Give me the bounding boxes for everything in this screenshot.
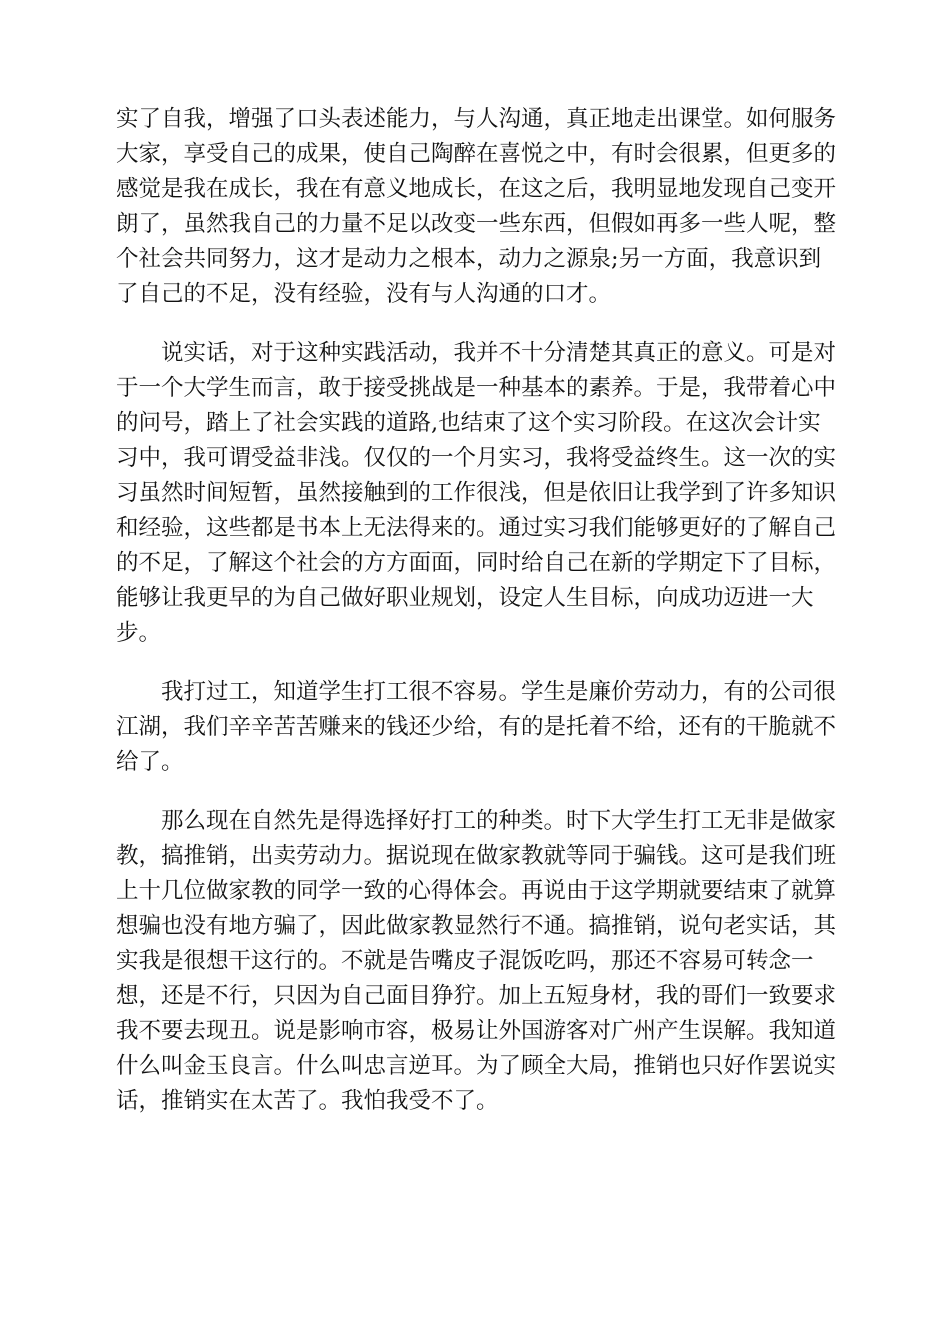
document-body (116, 102, 836, 1143)
text-line: 什么叫金玉良言。什么叫忠言逆耳。为了顾全大局，推销也只好作罢说实 (116, 1053, 837, 1079)
text-line: 说实话，对于这种实践活动，我并不十分清楚其真正的意义。可是对 (161, 340, 837, 366)
text-line: 了自己的不足，没有经验，没有与人沟通的口才。 (116, 281, 612, 307)
text-line: 实了自我，增强了口头表述能力，与人沟通，真正地走出课堂。如何服务 (116, 106, 837, 132)
text-line: 教，搞推销，出卖劳动力。据说现在做家教就等同于骗钱。这可是我们班 (116, 843, 837, 869)
text-line: 上十几位做家教的同学一致的心得体会。再说由于这学期就要结束了就算 (116, 878, 837, 904)
text-line: 大家，享受自己的成果，使自己陶醉在喜悦之中，有时会很累，但更多的 (116, 141, 837, 167)
text-line: 个社会共同努力，这才是动力之根本，动力之源泉;另一方面，我意识到 (116, 246, 822, 272)
text-line: 能够让我更早的为自己做好职业规划，设定人生目标，向成功迈进一大 (116, 585, 814, 611)
text-line: 感觉是我在成长，我在有意义地成长，在这之后，我明显地发现自己变开 (116, 176, 837, 202)
paragraph-3 (116, 675, 836, 780)
text-line: 江湖，我们辛辛苦苦赚来的钱还少给，有的是托着不给，还有的干脆就不 (116, 714, 837, 740)
text-line: 习中，我可谓受益非浅。仅仅的一个月实习，我将受益终生。这一次的实 (116, 445, 837, 471)
text-line: 步。 (116, 620, 162, 646)
text-line: 想骗也没有地方骗了，因此做家教显然行不通。搞推销，说句老实话，其 (116, 913, 837, 939)
paragraph-1 (116, 102, 836, 312)
paragraph-2 (116, 336, 836, 651)
text-line: 话，推销实在太苦了。我怕我受不了。 (116, 1088, 499, 1114)
text-line: 于一个大学生而言，敢于接受挑战是一种基本的素养。于是，我带着心中 (116, 375, 837, 401)
text-line: 的不足，了解这个社会的方方面面，同时给自己在新的学期定下了目标， (116, 550, 837, 576)
text-line: 想，还是不行，只因为自己面目狰狞。加上五短身材，我的哥们一致要求 (116, 983, 837, 1009)
text-line: 给了。 (116, 749, 184, 775)
text-line: 的问号，踏上了社会实践的道路,也结束了这个实习阶段。在这次会计实 (116, 410, 821, 436)
paragraph-4 (116, 804, 836, 1119)
text-line: 习虽然时间短暂，虽然接触到的工作很浅，但是依旧让我学到了许多知识 (116, 480, 837, 506)
text-line: 那么现在自然先是得选择好打工的种类。时下大学生打工无非是做家 (161, 808, 837, 834)
text-line: 朗了，虽然我自己的力量不足以改变一些东西，但假如再多一些人呢，整 (116, 211, 837, 237)
text-line: 实我是很想干这行的。不就是告嘴皮子混饭吃吗，那还不容易可转念一 (116, 948, 814, 974)
text-line: 我打过工，知道学生打工很不容易。学生是廉价劳动力，有的公司很 (161, 679, 837, 705)
text-line: 我不要去现丑。说是影响市容，极易让外国游客对广州产生误解。我知道 (116, 1018, 837, 1044)
text-line: 和经验，这些都是书本上无法得来的。通过实习我们能够更好的了解自己 (116, 515, 837, 541)
